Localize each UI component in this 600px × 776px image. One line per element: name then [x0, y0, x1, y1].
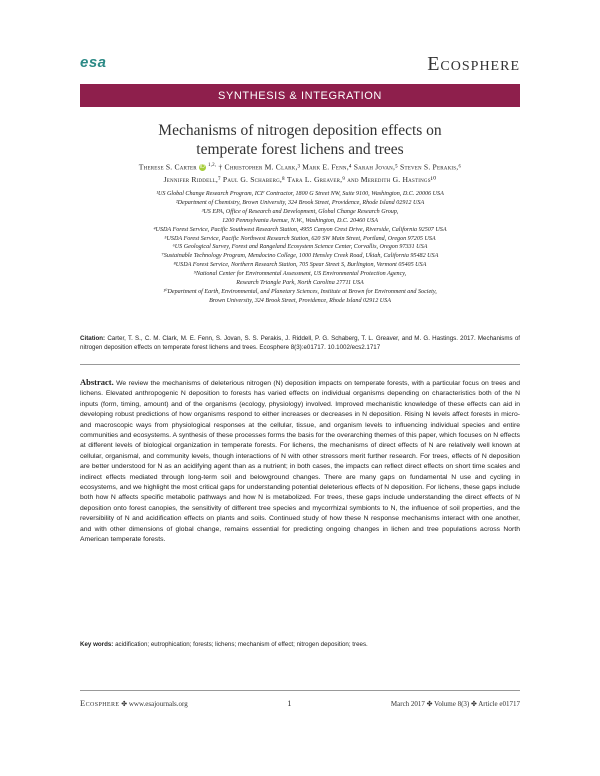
- footer-journal: Ecosphere: [80, 698, 120, 708]
- orcid-icon[interactable]: iD: [199, 164, 205, 171]
- affiliation-line: ⁶US Geological Survey, Forest and Rangeland Ecosystem Science Center, Corvallis, Oregon 97331 USA: [172, 244, 428, 251]
- affiliation-line: ¹⁰Department of Earth, Environmental, and Planetary Sciences, Institute at Brown for Environment and Society,: [163, 288, 437, 295]
- page-number: 1: [287, 698, 292, 708]
- section-banner: [80, 84, 520, 107]
- citation-text: Carter, T. S., C. M. Clark, M. E. Fenn, S. Jovan, S. S. Perakis, J. Riddell, P. G. Schaberg, T. L. Greaver, and M. G. Hastings. 2017. Mechanisms of nitrogen deposition effects on temperate forest lichens and trees. Ecosphere 8(3):e01717. 10.1002/ecs2.1717: [80, 335, 520, 351]
- title-line: temperate forest lichens and trees: [196, 141, 404, 158]
- keywords-block: [80, 640, 520, 649]
- citation-block: [80, 334, 520, 352]
- esa-logo[interactable]: esa: [80, 54, 107, 71]
- divider: [80, 690, 520, 691]
- page-footer: [80, 698, 520, 708]
- abstract-text: We review the mechanisms of deleterious nitrogen (N) deposition impacts on temperate forests, with a particular focus on trees and lichens. Elevated anthropogenic N deposition to forests has varied effects on individual organisms depending on characteristics both of the N inputs (form, timing, amount) and of the organisms (ecology, physiology) involved. Improved mechanistic knowledge of these effects can aid in developing robust predictions of how organisms respond to either increases or decreases in N deposition. Rising N levels affect forests in micro- and macroscopic ways from physiological responses at the cellular, tissue, and organism levels to influencing individual species and entire communities and ecosystems. A synthesis of these processes forms the basis for the overarching themes of this paper, which focuses on N effects at different levels of biological organization in temperate forests. For lichens, the mechanisms of direct effects of N are relatively well known at cellular, organismal, and community levels, though interactions of N with other stressors merit further research. For trees, effects of N deposition are better understood for N as an acidifying agent than as a nutrient; in both cases, the impacts can reflect direct effects on short time scales and indirect effects mediated through long-term soil and belowground changes. There are many gaps on fundamental N use and cycling in ecosystems, and we highlight the most critical gaps for understanding potential deleterious effects of N deposition. For lichens, these gaps include both how N affects specific metabolic pathways and how N is metabolized. For trees, these gaps include understanding the direct effects of N deposition onto forest canopies, the sensitivity of different tree species and mycorrhizal symbionts to N, the influence of soil properties, and the reversibility of N and acidification effects on plants and soils. Continued study of how these N response mechanisms interact with one another, and with other dimensions of global change, remains essential for predicting ongoing changes in lichen and tree populations across North American temperate forests.: [80, 380, 520, 544]
- affiliation-line: ⁸USDA Forest Service, Northern Research Station, 705 Spear Street S, Burlington, Vermont 05405 USA: [173, 262, 427, 269]
- author-affil-marks: 1,2,: [208, 163, 217, 168]
- abstract-block: [80, 377, 520, 546]
- author-list: [80, 160, 520, 186]
- affiliation-line: Brown University, 324 Brook Street, Providence, Rhode Island 02912 USA: [209, 297, 391, 304]
- journal-title: Ecosphere: [427, 53, 520, 75]
- affiliation-line: ²Department of Chemistry, Brown University, 324 Brook Street, Providence, Rhode Island 02912 USA: [175, 199, 425, 206]
- affiliation-line: ⁷Sustainable Technology Program, Mendocino College, 1000 Hensley Creek Road, Ukiah, California 95482 USA: [161, 253, 439, 260]
- author-names: Jennifer Riddell,⁷ Paul G. Schaberg,⁸ Tara L. Greaver,⁹ and Meredith G. Hastings¹⁰: [163, 174, 437, 184]
- affiliation-line: ⁹National Center for Environmental Assessment, US Environmental Protection Agency,: [193, 271, 407, 278]
- section-label: SYNTHESIS & INTEGRATION: [218, 89, 382, 102]
- keywords-label: Key words:: [80, 641, 114, 648]
- keywords-text: acidification; eutrophication; forests; lichens; mechanism of effect; nitrogen deposition; trees.: [115, 641, 368, 648]
- article-title: [80, 121, 520, 159]
- affiliation-line: ⁴USDA Forest Service, Pacific Southwest Research Station, 4955 Canyon Crest Drive, Riverside, California 92507 USA: [153, 226, 447, 233]
- affiliation-line: ³US EPA, Office of Research and Development, Global Change Research Group,: [201, 208, 399, 215]
- abstract-label: Abstract.: [80, 377, 114, 387]
- affiliation-line: ¹US Global Change Research Program, ICF Contractor, 1800 G Street NW, Suite 9100, Washington, D.C. 20006 USA: [156, 191, 444, 197]
- author-names: † Christopher M. Clark,³ Mark E. Fenn,⁴ Sarah Jovan,⁵ Steven S. Perakis,⁶: [218, 162, 462, 172]
- title-line: Mechanisms of nitrogen deposition effects on: [158, 122, 442, 139]
- footer-site-link[interactable]: ✤ www.esajournals.org: [121, 700, 188, 708]
- affiliation-line: ⁵USDA Forest Service, Pacific Northwest Research Station, 620 SW Main Street, Portland, Oregon 97205 USA: [164, 235, 436, 242]
- citation-label: Citation:: [80, 335, 106, 342]
- affiliation-line: Research Triangle Park, North Carolina 27711 USA: [236, 280, 364, 287]
- affiliations: [80, 190, 520, 306]
- author-name[interactable]: Therese S. Carter: [138, 162, 197, 172]
- divider: [80, 364, 520, 365]
- affiliation-line: 1200 Pennsylvania Avenue, N.W., Washington, D.C. 20460 USA: [222, 217, 378, 224]
- footer-issue: March 2017 ✤ Volume 8(3) ✤ Article e01717: [390, 700, 520, 708]
